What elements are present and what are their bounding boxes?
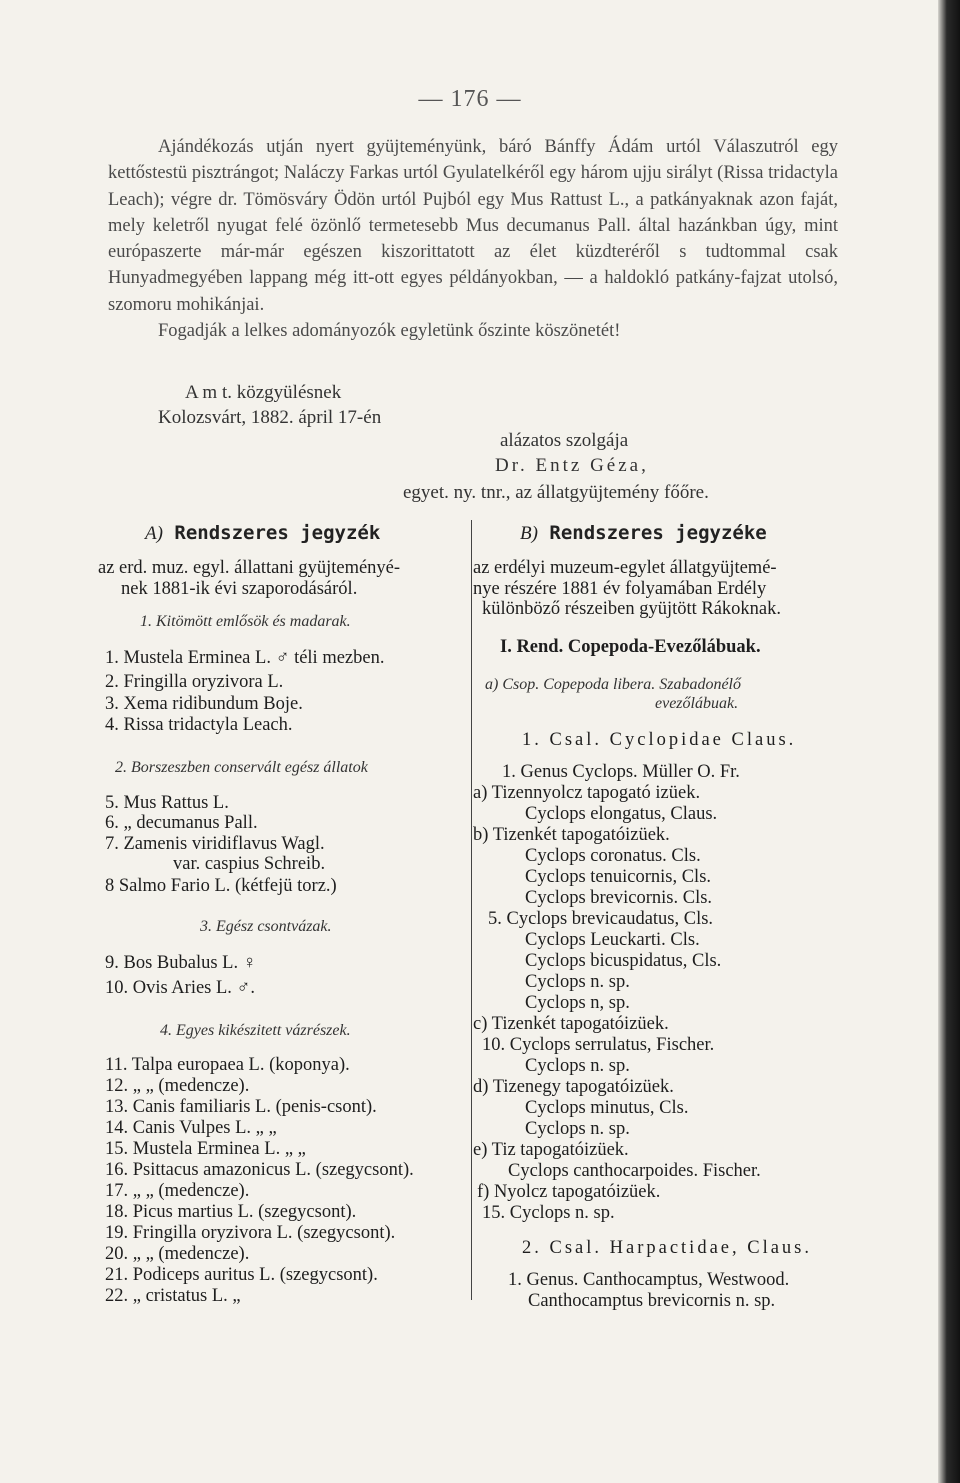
list-item: 14. Canis Vulpes L. „ „ bbox=[105, 1118, 277, 1138]
left-section-heading: 1. Kitömött emlősök és madarak. bbox=[140, 613, 351, 630]
right-subtitle-2: nye részére 1881 év folyamában Erdély bbox=[473, 579, 767, 599]
list-item: 1. Genus Cyclops. Müller O. Fr. bbox=[502, 762, 740, 782]
list-item: b) Tizenkét tapogatóizüek. bbox=[473, 825, 670, 845]
list-item: 2. Fringilla oryzivora L. bbox=[105, 672, 284, 692]
place-date: Kolozsvárt, 1882. ápril 17-én bbox=[158, 407, 382, 428]
list-item: 5. Cyclops brevicaudatus, Cls. bbox=[488, 909, 714, 929]
list-item: 1. Mustela Erminea L. ♂ téli mezben. bbox=[105, 648, 385, 668]
intro-paragraph-1: Ajándékozás utján nyert gyüjteményünk, báró Bánffy Ádám urtól Válaszutról egy kettőstestü pisztrángot; Naláczy Farkas urtól Gyulatelkéről egy három ujju sirályt (Rissa tridactyla Leach); végre dr. Tömösváry Ödön urtól Pujból egy Mus Rattust L., a patkányaknak azon faját, mely keletről nyugat felé özönlő termetesebb Mus decumanus Pall. által hazánkban úgy, mint európaszerte már-már egészen kiszorittatott az élet küzdteréről s tudtommal csak Hunyadmegyében lappang még itt-ott egyes példányokban, — a haldokló patkány-fajzat utolsó, szomoru mohikánjai. bbox=[108, 137, 838, 315]
list-item: Canthocamptus brevicornis n. sp. bbox=[528, 1291, 776, 1311]
list-item: 4. Rissa tridactyla Leach. bbox=[105, 715, 293, 735]
list-item: 5. Mus Rattus L. bbox=[105, 793, 229, 813]
page-number: — 176 — bbox=[418, 86, 522, 112]
left-section-heading: 4. Egyes kikészitett vázrészek. bbox=[160, 1022, 351, 1039]
right-heading-letter: B) bbox=[520, 523, 538, 544]
list-item: Cyclops minutus, Cls. bbox=[525, 1098, 689, 1118]
right-column-heading bbox=[520, 522, 767, 545]
list-item: 13. Canis familiaris L. (penis-csont). bbox=[105, 1097, 377, 1117]
list-item: 3. Xema ridibundum Boje. bbox=[105, 694, 303, 714]
signature-name: Dr. Entz Géza, bbox=[495, 455, 649, 476]
right-family-heading: 1. Csal. Cyclopidae Claus. bbox=[522, 730, 797, 750]
list-item: Cyclops n. sp. bbox=[525, 1119, 630, 1139]
left-heading-letter: A) bbox=[145, 523, 163, 544]
list-item: 17. „ „ (medencze). bbox=[105, 1181, 250, 1201]
meeting-address: A m t. közgyülésnek bbox=[185, 382, 342, 403]
right-subtitle-3: különböző részeiben gyüjtött Rákoknak. bbox=[482, 599, 782, 619]
right-subtitle-1: az erdélyi muzeum-egylet állatgyüjtemé- bbox=[473, 558, 777, 578]
right-order-heading: I. Rend. Copepoda-Evezőlábuak. bbox=[500, 637, 761, 657]
list-item: 21. Podiceps auritus L. (szegycsont). bbox=[105, 1265, 378, 1285]
intro-paragraph-2: Fogadják a lelkes adományozók egyletünk őszinte köszönetét! bbox=[158, 321, 621, 342]
list-item: var. caspius Schreib. bbox=[173, 854, 326, 874]
left-section-heading: 2. Borszeszben conservált egész állatok bbox=[115, 759, 368, 776]
list-item: Cyclops bicuspidatus, Cls. bbox=[525, 951, 722, 971]
list-item: 10. Ovis Aries L. ♂. bbox=[105, 978, 256, 998]
list-item: 8 Salmo Fario L. (kétfejü torz.) bbox=[105, 876, 337, 896]
right-heading-text: Rendszeres jegyzéke bbox=[549, 522, 767, 544]
list-item: d) Tizenegy tapogatóizüek. bbox=[473, 1077, 674, 1097]
closing: alázatos szolgája bbox=[500, 430, 629, 451]
list-item: Cyclops coronatus. Cls. bbox=[525, 846, 701, 866]
list-item: 20. „ „ (medencze). bbox=[105, 1244, 250, 1264]
list-item: 1. Genus. Canthocamptus, Westwood. bbox=[508, 1270, 790, 1290]
right-group-heading: evezőlábuak. bbox=[655, 695, 739, 712]
signature-title: egyet. ny. tnr., az állatgyüjtemény főőre. bbox=[403, 482, 709, 503]
intro-text bbox=[108, 134, 838, 344]
list-item: Cyclops brevicornis. Cls. bbox=[525, 888, 713, 908]
right-group-heading: a) Csop. Copepoda libera. Szabadonélő bbox=[485, 676, 741, 693]
list-item: 7. Zamenis viridiflavus Wagl. bbox=[105, 834, 325, 854]
list-item: Cyclops Leuckarti. Cls. bbox=[525, 930, 700, 950]
list-item: c) Tizenkét tapogatóizüek. bbox=[473, 1014, 669, 1034]
list-item: 9. Bos Bubalus L. ♀ bbox=[105, 953, 257, 973]
list-item: 6. „ decumanus Pall. bbox=[105, 813, 258, 833]
page-binding-edge bbox=[938, 0, 960, 1483]
list-item: Cyclops n. sp. bbox=[525, 1056, 630, 1076]
list-item: Cyclops tenuicornis, Cls. bbox=[525, 867, 712, 887]
left-subtitle-1: az erd. muz. egyl. állattani gyüjteményé- bbox=[98, 558, 401, 578]
list-item: 11. Talpa europaea L. (koponya). bbox=[105, 1055, 350, 1075]
list-item: Cyclops elongatus, Claus. bbox=[525, 804, 718, 824]
list-item: 22. „ cristatus L. „ bbox=[105, 1286, 241, 1306]
left-column-heading bbox=[145, 522, 380, 545]
list-item: a) Tizennyolcz tapogató izüek. bbox=[473, 783, 701, 803]
list-item: Cyclops n, sp. bbox=[525, 993, 630, 1013]
list-item: Cyclops n. sp. bbox=[525, 972, 630, 992]
list-item: 19. Fringilla oryzivora L. (szegycsont). bbox=[105, 1223, 396, 1243]
list-item: 16. Psittacus amazonicus L. (szegycsont). bbox=[105, 1160, 414, 1180]
list-item: 15. Mustela Erminea L. „ „ bbox=[105, 1139, 306, 1159]
list-item: 15. Cyclops n. sp. bbox=[482, 1203, 615, 1223]
list-item: 18. Picus martius L. (szegycsont). bbox=[105, 1202, 357, 1222]
right-family-heading: 2. Csal. Harpactidae, Claus. bbox=[522, 1238, 813, 1258]
left-subtitle-2: nek 1881-ik évi szaporodásáról. bbox=[121, 579, 358, 599]
list-item: Cyclops canthocarpoides. Fischer. bbox=[508, 1161, 761, 1181]
list-item: 12. „ „ (medencze). bbox=[105, 1076, 250, 1096]
column-divider bbox=[471, 520, 472, 1300]
list-item: 10. Cyclops serrulatus, Fischer. bbox=[482, 1035, 715, 1055]
list-item: e) Tiz tapogatóizüek. bbox=[473, 1140, 629, 1160]
list-item: f) Nyolcz tapogatóizüek. bbox=[477, 1182, 661, 1202]
left-heading-text: Rendszeres jegyzék bbox=[174, 522, 381, 544]
left-section-heading: 3. Egész csontvázak. bbox=[200, 918, 332, 935]
